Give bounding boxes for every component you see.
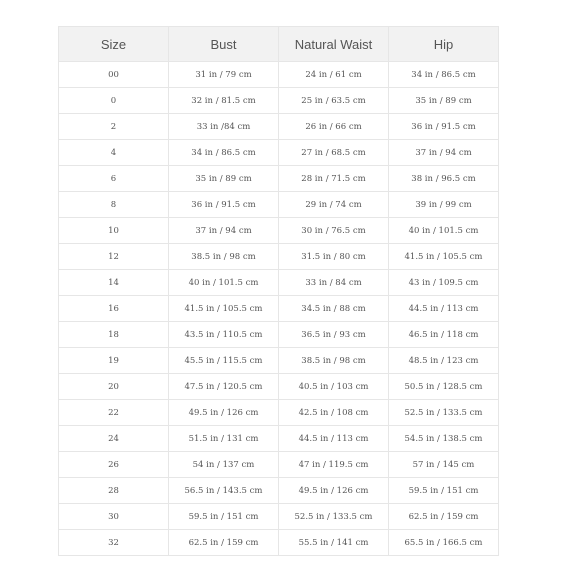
table-row <box>59 374 499 400</box>
bust-cell: 54 in / 137 cm <box>169 452 279 478</box>
natural-waist-cell: 26 in / 66 cm <box>279 114 389 140</box>
natural-waist-cell: 49.5 in / 126 cm <box>279 478 389 504</box>
hip-cell: 59.5 in / 151 cm <box>389 478 499 504</box>
hip-cell: 35 in / 89 cm <box>389 88 499 114</box>
bust-cell: 62.5 in / 159 cm <box>169 530 279 556</box>
size-cell: 2 <box>59 114 169 140</box>
hip-cell: 48.5 in / 123 cm <box>389 348 499 374</box>
table-row <box>59 504 499 530</box>
natural-waist-cell: 34.5 in / 88 cm <box>279 296 389 322</box>
size-cell: 22 <box>59 400 169 426</box>
table-row <box>59 244 499 270</box>
natural-waist-cell: 55.5 in / 141 cm <box>279 530 389 556</box>
table-row <box>59 270 499 296</box>
natural-waist-cell: 25 in / 63.5 cm <box>279 88 389 114</box>
hip-cell: 50.5 in / 128.5 cm <box>389 374 499 400</box>
size-cell: 24 <box>59 426 169 452</box>
natural-waist-cell: 36.5 in / 93 cm <box>279 322 389 348</box>
size-cell: 16 <box>59 296 169 322</box>
bust-cell: 45.5 in / 115.5 cm <box>169 348 279 374</box>
header-bust: Bust <box>169 27 279 62</box>
header-hip: Hip <box>389 27 499 62</box>
header-natural-waist: Natural Waist <box>279 27 389 62</box>
natural-waist-cell: 42.5 in / 108 cm <box>279 400 389 426</box>
bust-cell: 36 in / 91.5 cm <box>169 192 279 218</box>
table-row <box>59 348 499 374</box>
bust-cell: 37 in / 94 cm <box>169 218 279 244</box>
table-row <box>59 218 499 244</box>
size-cell: 8 <box>59 192 169 218</box>
natural-waist-cell: 31.5 in / 80 cm <box>279 244 389 270</box>
table-row <box>59 322 499 348</box>
bust-cell: 49.5 in / 126 cm <box>169 400 279 426</box>
table-row <box>59 192 499 218</box>
natural-waist-cell: 47 in / 119.5 cm <box>279 452 389 478</box>
table-row <box>59 62 499 88</box>
hip-cell: 34 in / 86.5 cm <box>389 62 499 88</box>
size-cell: 18 <box>59 322 169 348</box>
header-row <box>59 27 499 62</box>
bust-cell: 59.5 in / 151 cm <box>169 504 279 530</box>
hip-cell: 46.5 in / 118 cm <box>389 322 499 348</box>
hip-cell: 37 in / 94 cm <box>389 140 499 166</box>
size-cell: 19 <box>59 348 169 374</box>
hip-cell: 44.5 in / 113 cm <box>389 296 499 322</box>
hip-cell: 65.5 in / 166.5 cm <box>389 530 499 556</box>
size-cell: 12 <box>59 244 169 270</box>
hip-cell: 54.5 in / 138.5 cm <box>389 426 499 452</box>
size-cell: 6 <box>59 166 169 192</box>
bust-cell: 34 in / 86.5 cm <box>169 140 279 166</box>
hip-cell: 62.5 in / 159 cm <box>389 504 499 530</box>
header-size: Size <box>59 27 169 62</box>
table-row <box>59 166 499 192</box>
bust-cell: 41.5 in / 105.5 cm <box>169 296 279 322</box>
table-row <box>59 114 499 140</box>
hip-cell: 40 in / 101.5 cm <box>389 218 499 244</box>
bust-cell: 51.5 in / 131 cm <box>169 426 279 452</box>
table-row <box>59 140 499 166</box>
hip-cell: 57 in / 145 cm <box>389 452 499 478</box>
bust-cell: 31 in / 79 cm <box>169 62 279 88</box>
bust-cell: 35 in / 89 cm <box>169 166 279 192</box>
table-row <box>59 426 499 452</box>
bust-cell: 33 in /84 cm <box>169 114 279 140</box>
natural-waist-cell: 40.5 in / 103 cm <box>279 374 389 400</box>
natural-waist-cell: 24 in / 61 cm <box>279 62 389 88</box>
size-cell: 4 <box>59 140 169 166</box>
natural-waist-cell: 29 in / 74 cm <box>279 192 389 218</box>
table-row <box>59 530 499 556</box>
natural-waist-cell: 52.5 in / 133.5 cm <box>279 504 389 530</box>
size-cell: 32 <box>59 530 169 556</box>
hip-cell: 36 in / 91.5 cm <box>389 114 499 140</box>
hip-cell: 38 in / 96.5 cm <box>389 166 499 192</box>
size-cell: 28 <box>59 478 169 504</box>
hip-cell: 39 in / 99 cm <box>389 192 499 218</box>
bust-cell: 32 in / 81.5 cm <box>169 88 279 114</box>
size-cell: 30 <box>59 504 169 530</box>
bust-cell: 47.5 in / 120.5 cm <box>169 374 279 400</box>
size-cell: 10 <box>59 218 169 244</box>
table-row <box>59 400 499 426</box>
bust-cell: 40 in / 101.5 cm <box>169 270 279 296</box>
hip-cell: 43 in / 109.5 cm <box>389 270 499 296</box>
natural-waist-cell: 38.5 in / 98 cm <box>279 348 389 374</box>
size-cell: 20 <box>59 374 169 400</box>
hip-cell: 41.5 in / 105.5 cm <box>389 244 499 270</box>
table-row <box>59 296 499 322</box>
natural-waist-cell: 33 in / 84 cm <box>279 270 389 296</box>
natural-waist-cell: 30 in / 76.5 cm <box>279 218 389 244</box>
size-cell: 00 <box>59 62 169 88</box>
bust-cell: 43.5 in / 110.5 cm <box>169 322 279 348</box>
natural-waist-cell: 28 in / 71.5 cm <box>279 166 389 192</box>
table-row <box>59 478 499 504</box>
table-row <box>59 88 499 114</box>
hip-cell: 52.5 in / 133.5 cm <box>389 400 499 426</box>
size-cell: 26 <box>59 452 169 478</box>
natural-waist-cell: 27 in / 68.5 cm <box>279 140 389 166</box>
table-row <box>59 452 499 478</box>
size-cell: 14 <box>59 270 169 296</box>
natural-waist-cell: 44.5 in / 113 cm <box>279 426 389 452</box>
bust-cell: 56.5 in / 143.5 cm <box>169 478 279 504</box>
size-chart-body <box>59 62 499 556</box>
bust-cell: 38.5 in / 98 cm <box>169 244 279 270</box>
size-cell: 0 <box>59 88 169 114</box>
size-chart-table <box>58 26 499 556</box>
